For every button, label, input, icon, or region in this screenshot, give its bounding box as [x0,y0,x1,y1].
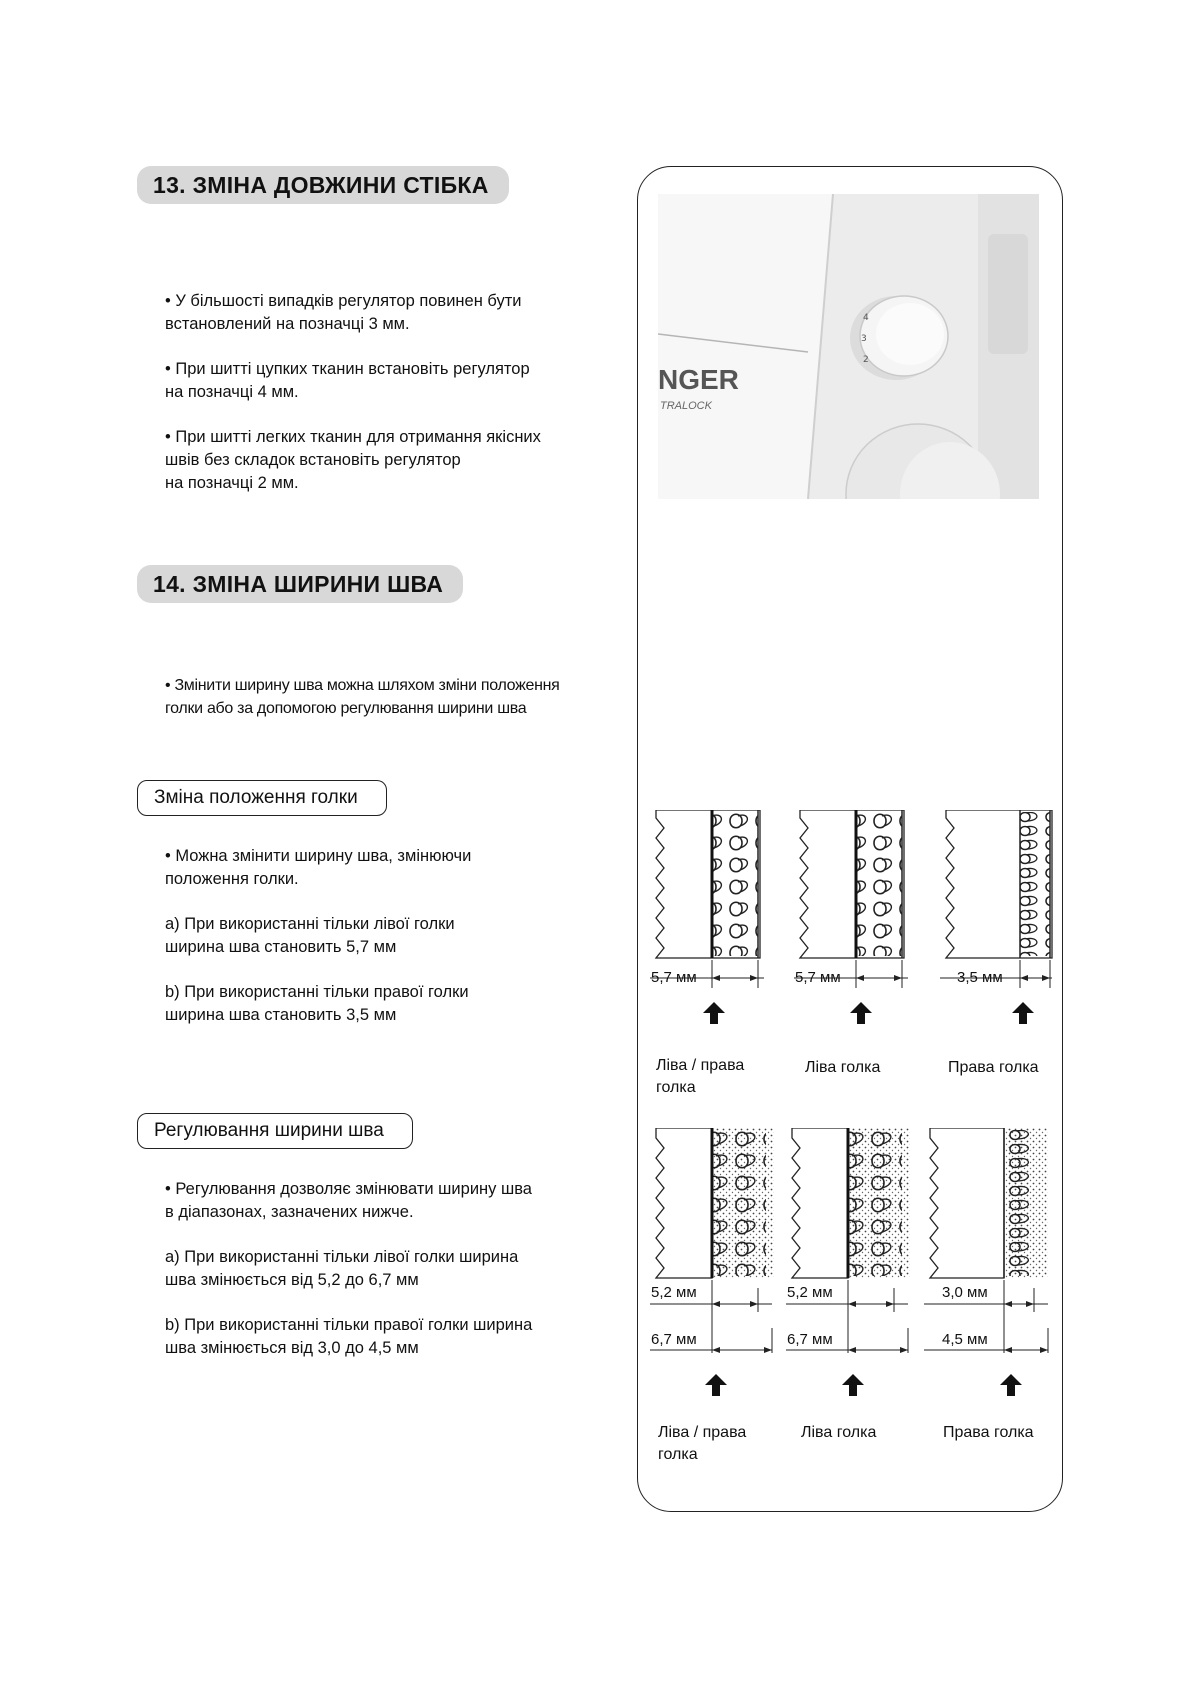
row1-label-3: 3,5 мм [957,969,1003,986]
row2-top-label-1: 5,2 мм [651,1284,697,1301]
section-13-paragraph-2: • При шитті цупких тканин встановіть регулятор на позначці 4 мм. [165,360,530,401]
row2-bottom-label-1: 6,7 мм [651,1331,697,1348]
row1-caption-3: Права голка [948,1059,1039,1076]
diagram-2-left-right-needle [650,1128,774,1353]
diagram-1-right-needle [940,810,1052,988]
section-13-title: 13. ЗМІНА ДОВЖИНИ СТІБКА [137,166,509,204]
row2-caption-1: Ліва / права голка [658,1424,747,1463]
width-adjust-item-b: b) При використанні тільки правої голки ширина шва змінюється від 3,0 до 4,5 мм [165,1316,533,1357]
dial-mark-2: 2 [863,355,869,365]
diagram-1-left-right-needle [650,810,764,988]
section-14-title: 14. ЗМІНА ШИРИНИ ШВА [137,565,463,603]
section-13-paragraph-3: • При шитті легких тканин для отримання якісних швів без складок встановіть регулятор на позначці 2 мм. [165,428,541,492]
arrow-up-icon [1012,1002,1034,1024]
row1-label-2: 5,7 мм [795,969,841,986]
width-adjust-subtitle: Регулювання ширини шва [137,1113,413,1149]
section-13-paragraph-1: • У більшості випадків регулятор повинен бути встановлений на позначці 3 мм. [165,292,522,333]
row2-top-label-3: 3,0 мм [942,1284,988,1301]
diagram-2-right-needle [924,1128,1048,1353]
row2-caption-3: Права голка [943,1424,1034,1441]
row2-bottom-label-2: 6,7 мм [787,1331,833,1348]
arrow-up-icon [842,1374,864,1396]
row1-label-1: 5,7 мм [651,969,697,986]
arrow-up-icon [1000,1374,1022,1396]
stitch-diagram-row-2 [650,1128,1060,1353]
row1-caption-1: Ліва / права голка [656,1057,745,1096]
model-logo-text: TRALOCK [660,400,712,412]
diagram-1-left-needle [794,810,908,988]
needle-position-subtitle: Зміна положення голки [137,780,387,816]
diagram-2-left-needle [786,1128,910,1353]
row1-caption-2: Ліва голка [805,1059,881,1076]
row2-bottom-label-3: 4,5 мм [942,1331,988,1348]
width-adjust-paragraph: • Регулювання дозволяє змінювати ширину шва в діапазонах, зазначених нижче. [165,1180,532,1221]
arrow-up-icon [705,1374,727,1396]
stitch-length-dial-photo [658,194,1039,499]
brand-logo-text: NGER [658,364,739,395]
arrow-up-icon [703,1002,725,1024]
arrow-up-icon [850,1002,872,1024]
section-14-intro: • Змінити ширину шва можна шляхом зміни положення голки або за допомогою регулювання ширини шва [165,677,560,717]
width-adjust-item-a: a) При використанні тільки лівої голки ширина шва змінюється від 5,2 до 6,7 мм [165,1248,519,1289]
dial-mark-3: 3 [861,334,867,344]
row2-top-label-2: 5,2 мм [787,1284,833,1301]
needle-position-paragraph: • Можна змінити ширину шва, змінюючи положення голки. [165,847,472,888]
needle-position-item-b: b) При використанні тільки правої голки ширина шва становить 3,5 мм [165,983,469,1024]
dial-photo-illustration [658,194,1039,499]
needle-position-item-a: a) При використанні тільки лівої голки ширина шва становить 5,7 мм [165,915,455,956]
row2-caption-2: Ліва голка [801,1424,877,1441]
dial-mark-4: 4 [863,313,869,323]
